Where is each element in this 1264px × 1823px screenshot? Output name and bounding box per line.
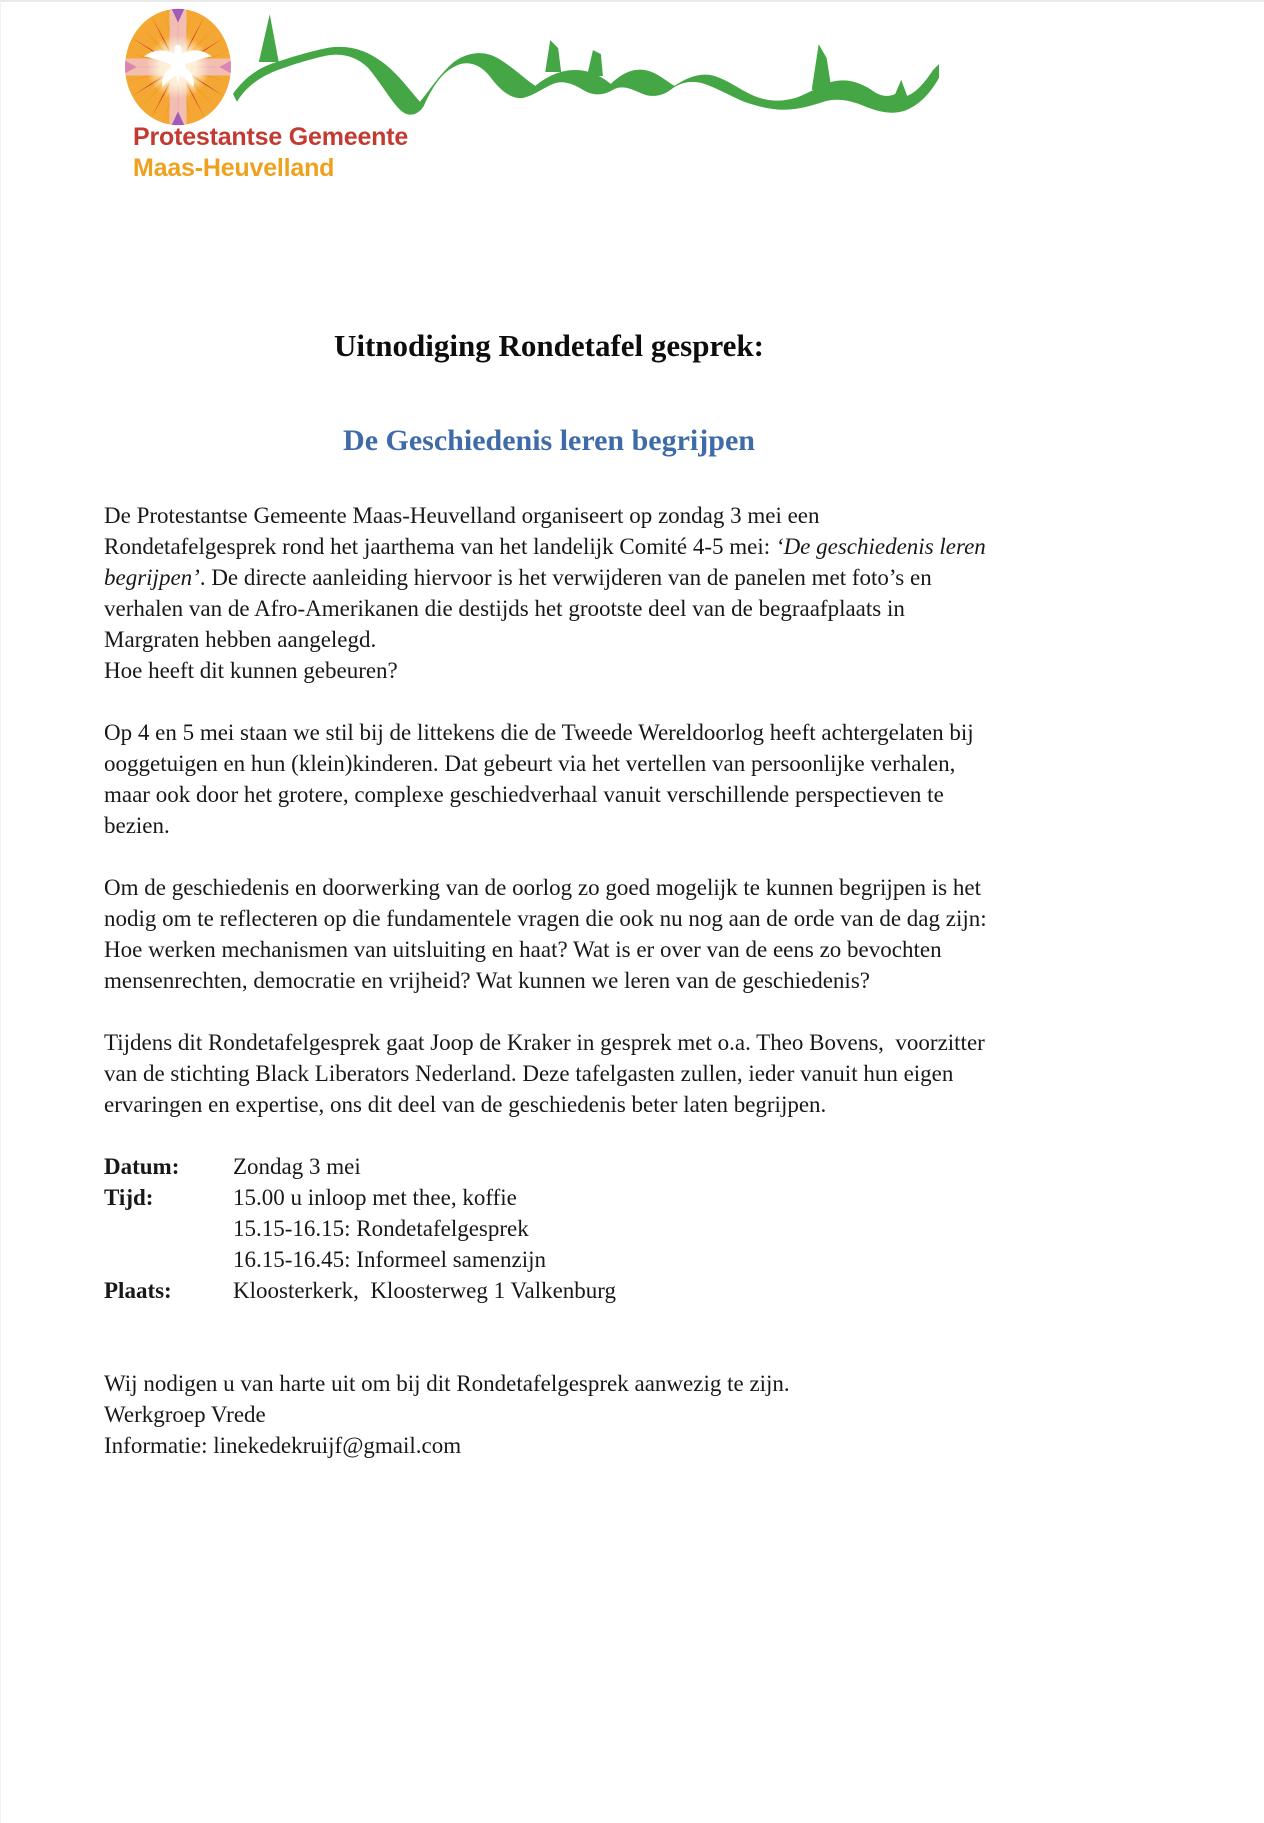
org-name-line2: Maas-Heuvelland — [133, 154, 335, 182]
invitation-subtitle: De Geschiedenis leren begrijpen — [343, 424, 755, 457]
intro-question: Hoe heeft dit kunnen gebeuren? — [104, 658, 398, 683]
intro-text-pre: De Protestantse Gemeente Maas-Heuvelland organiseert op zondag 3 mei een Rondetafelgesprek rond het jaarthema van het landelijk Comité 4-5 mei: — [104, 503, 826, 559]
schedule-row — [104, 1275, 994, 1306]
schedule-value-tijd-3: 16.15-16.45: Informeel samenzijn — [233, 1247, 546, 1272]
reflection-paragraph: Om de geschiedenis en doorwerking van de oorlog zo goed mogelijk te kunnen begrijpen is het nodig om te reflecteren op die fundamentele vragen die ook nu nog aan de orde van de dag zijn: Hoe werken mechanismen van uitsluiting en haat? Wat is er over van de eens zo bevochten mensenrechten, democratie en vrijheid? Wat kunnen we leren van de geschiedenis? — [104, 875, 993, 993]
schedule-row — [104, 1244, 994, 1275]
schedule-label-tijd: Tijd: — [104, 1185, 154, 1210]
closing-invitation-line: Wij nodigen u van harte uit om bij dit Rondetafelgesprek aanwezig te zijn. — [104, 1371, 790, 1396]
schedule-row — [104, 1151, 994, 1182]
contact-info-line: Informatie: linekedekruijf@gmail.com — [104, 1433, 462, 1458]
schedule-row — [104, 1182, 994, 1213]
church-logo — [125, 8, 955, 198]
letter-body — [104, 327, 994, 1461]
signature-line: Werkgroep Vrede — [104, 1402, 266, 1427]
schedule-label-plaats: Plaats: — [104, 1278, 172, 1303]
schedule-value-plaats: Kloosterkerk, Kloosterweg 1 Valkenburg — [233, 1278, 617, 1303]
schedule-value-tijd-1: 15.00 u inloop met thee, koffie — [233, 1185, 517, 1210]
guests-paragraph: Tijdens dit Rondetafelgesprek gaat Joop de Kraker in gesprek met o.a. Theo Bovens, voorzitter van de stichting Black Liberators Nederland. Deze tafelgasten zullen, ieder vanuit hun eigen ervaringen en expertise, ons dit deel van de geschiedenis beter laten begrijpen. — [104, 1030, 991, 1117]
org-name-line1: Protestantse Gemeente — [133, 123, 409, 151]
intro-paragraph — [104, 500, 994, 655]
schedule-value-datum: Zondag 3 mei — [233, 1154, 361, 1179]
schedule-value-tijd-2: 15.15-16.15: Rondetafelgesprek — [233, 1216, 529, 1241]
theme-quote: ‘De geschiedenis leren begrijpen’ — [104, 534, 992, 590]
schedule — [104, 1151, 994, 1306]
closing-block — [104, 1368, 994, 1461]
invitation-title: Uitnodiging Rondetafel gesprek: — [333, 328, 764, 363]
schedule-label-empty — [104, 1244, 233, 1275]
intro-text-post: . De directe aanleiding hiervoor is het verwijderen van de panelen met foto’s en verhalen van de Afro-Amerikanen die destijds het grootste deel van de begraafplaats in Margraten hebben aangelegd. — [104, 565, 938, 652]
schedule-row — [104, 1213, 994, 1244]
schedule-label-empty — [104, 1213, 233, 1244]
schedule-label-datum: Datum: — [104, 1154, 180, 1179]
memorial-paragraph: Op 4 en 5 mei staan we stil bij de littekens die de Tweede Wereldoorlog heeft achtergelaten bij ooggetuigen en hun (klein)kinderen. Dat gebeurt via het vertellen van persoonlijke verhalen, maar ook door het grotere, complexe geschiedverhaal vanuit verschillende perspectieven te bezien. — [104, 720, 980, 838]
org-name — [133, 122, 408, 184]
